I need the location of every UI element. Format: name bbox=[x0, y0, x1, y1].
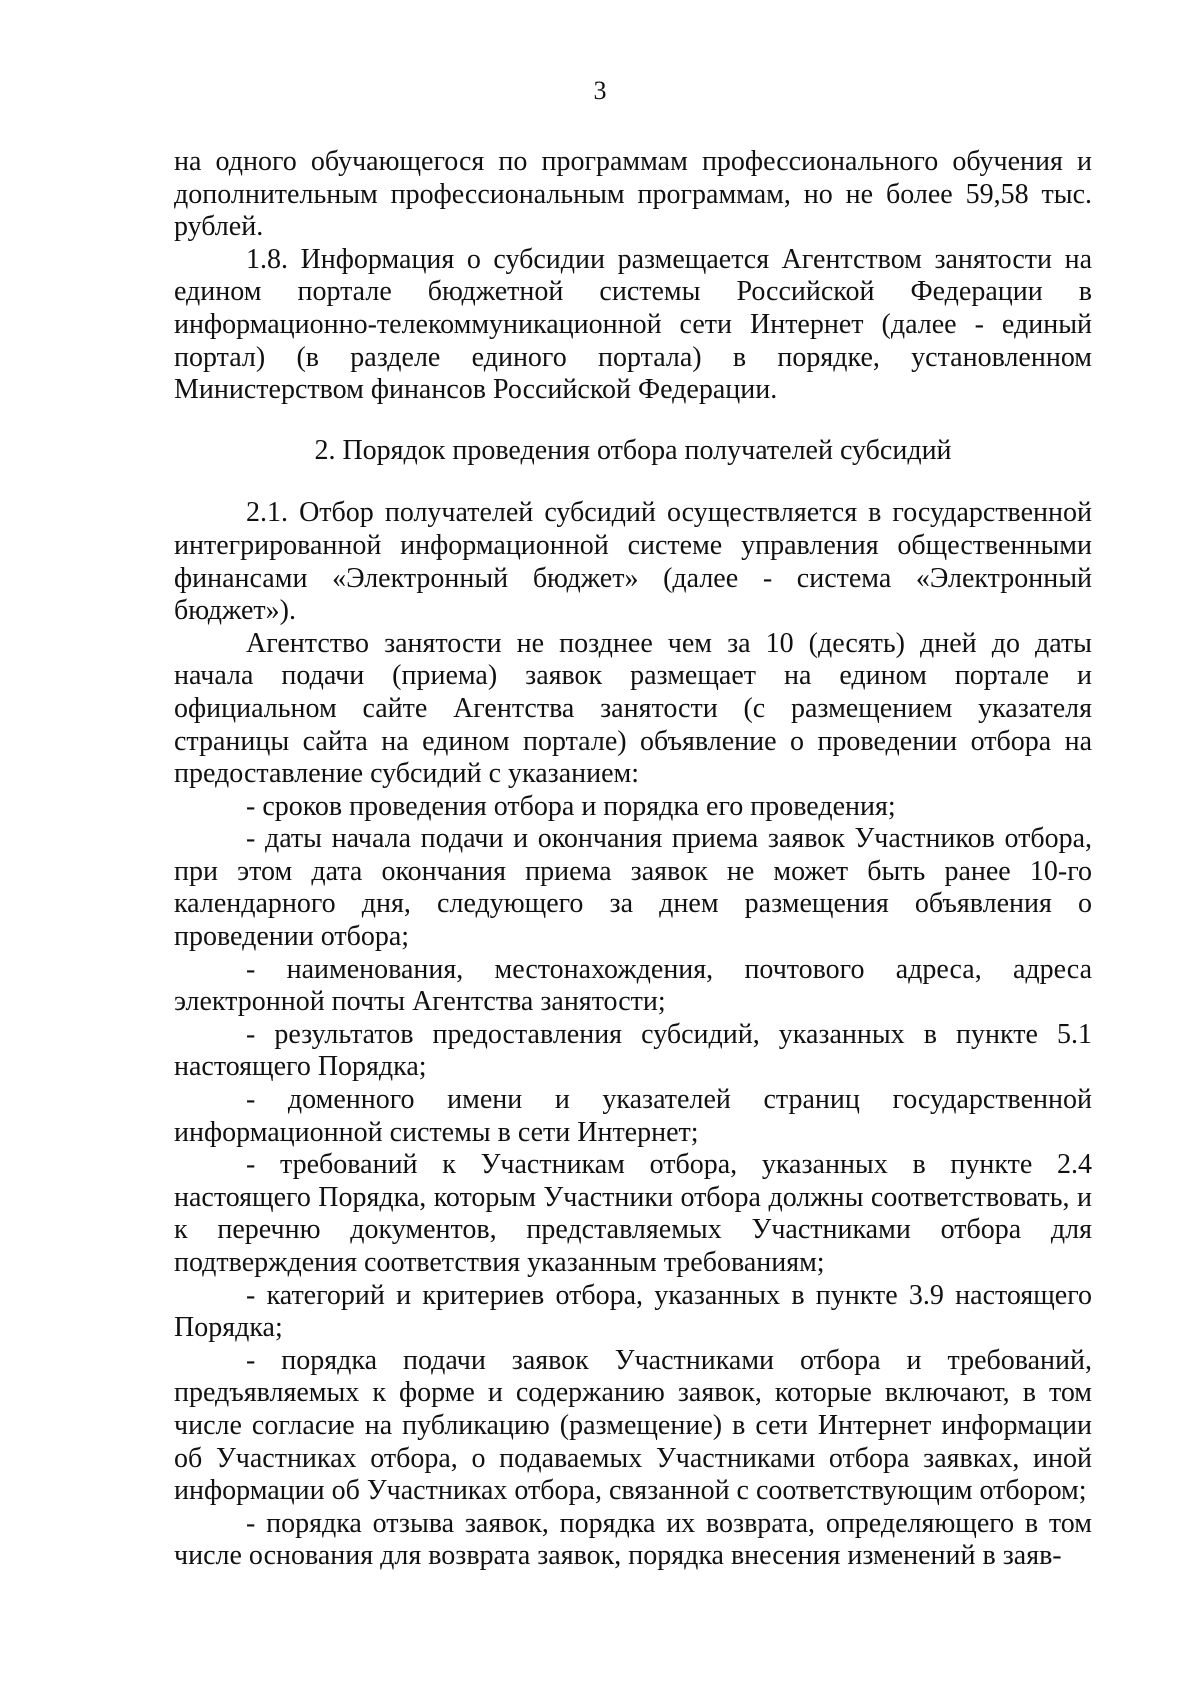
paragraph-announcement: Агентство занятости не позднее чем за 10 (десять) дней до даты начала подачи (приема) заявок размещает на едином портале и официальном сайте Агентства занятости (с размещением указателя страницы сайта на едином портале) объявление о проведении отбора на предоставление субсидий с указанием: bbox=[174, 627, 1092, 790]
list-item: - доменного имени и указателей страниц государственной информационной системы в сети Интернет; bbox=[174, 1084, 1092, 1148]
list-item: - сроков проведения отбора и порядка его проведения; bbox=[246, 790, 896, 822]
list-item: - результатов предоставления субсидий, указанных в пункте 5.1 настоящего Порядка; bbox=[174, 1018, 1092, 1083]
list-item: - категорий и критериев отбора, указанных в пункте 3.9 настоящего Порядка; bbox=[174, 1279, 1092, 1344]
list-item: - даты начала подачи и окончания приема заявок Участников отбора, при этом дата окончания приема заявок не может быть ранее 10-го календарного дня, следующего за днем размещения объявления о проведении отбора; bbox=[174, 823, 1092, 953]
paragraph-2-1: 2.1. Отбор получателей субсидий осуществляется в государственной интегрированной информационной системе управления общественными финансами «Электронный бюджет» (далее - система «Электронный бюджет»). bbox=[174, 497, 1092, 627]
paragraph-1-8: 1.8. Информация о субсидии размещается Агентством занятости на едином портале бюджетной системы Российской Федерации в информационно-телекоммуникационной сети Интернет (далее - единый портал) (в разделе единого портала) в порядке, установленном Министерством финансов Российской Федерации. bbox=[174, 243, 1092, 406]
document-body bbox=[174, 146, 1092, 1573]
list-item: - порядка отзыва заявок, порядка их возврата, определяющего в том числе основания для возврата заявок, порядка внесения изменений в заяв- bbox=[174, 1507, 1092, 1572]
paragraph-continuation: на одного обучающегося по программам профессионального обучения и дополнительным профессиональным программам, но не более 59,58 тыс. рублей. bbox=[174, 146, 1092, 243]
list-item: - требований к Участникам отбора, указанных в пункте 2.4 настоящего Порядка, которым Участники отбора должны соответствовать, и к перечню документов, представляемых Участниками отбора для подтверждения соответствия указанным требованиям; bbox=[174, 1149, 1092, 1278]
page-number: 3 bbox=[593, 76, 607, 105]
list-item: - наименования, местонахождения, почтового адреса, адреса электронной почты Агентства занятости; bbox=[174, 953, 1092, 1018]
list-item: - порядка подачи заявок Участниками отбора и требований, предъявляемых к форме и содержанию заявок, которые включают, в том числе согласие на публикацию (размещение) в сети Интернет информации об Участниках отбора, о подаваемых Участниками отбора заявках, иной информации об Участниках отбора, связанной с соответствующим отбором; bbox=[174, 1344, 1092, 1507]
section-heading: 2. Порядок проведения отбора получателей субсидий bbox=[314, 434, 952, 466]
